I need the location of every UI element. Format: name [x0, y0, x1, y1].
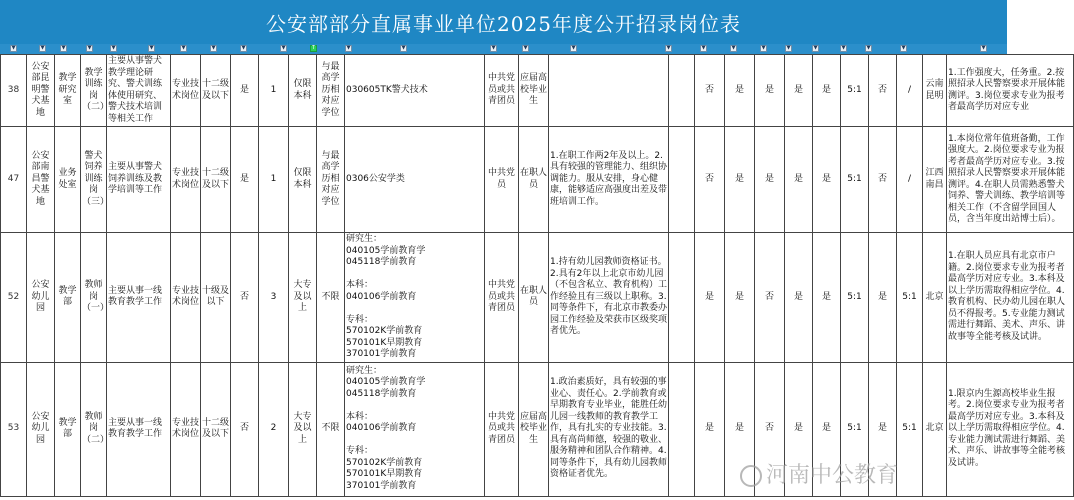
filter-dropdown-button[interactable]: ▼ [813, 45, 818, 51]
cell-source[interactable]: 在职人员 [519, 233, 549, 363]
cell-c20[interactable]: 是 [785, 233, 813, 363]
major-line: 040106学前教育 [346, 423, 417, 434]
filter-dropdown-button[interactable]: ▼ [40, 45, 45, 51]
cell-category[interactable]: 专业技术岗位 [171, 55, 201, 127]
watermark-logo-icon [740, 465, 762, 487]
major-line [346, 269, 483, 281]
cell-dept[interactable]: 教学部 [55, 233, 81, 363]
filter-dropdown-button[interactable]: ▼ [523, 45, 528, 51]
major-line: 专科： [346, 314, 374, 325]
cell-c17[interactable]: 是 [695, 362, 725, 496]
filter-dropdown-button[interactable]: ▼ [901, 45, 906, 51]
filter-dropdown-button[interactable]: ▼ [61, 45, 66, 51]
cell-unit[interactable]: 公安部昆明警犬基地 [27, 55, 55, 127]
cell-c8[interactable]: 是 [231, 55, 259, 127]
cell-source[interactable]: 应届高校毕业生 [519, 362, 549, 496]
cell-note[interactable]: 1.限京内生源高校毕业生报考。2.岗位要求专业为报考者最高学历对应专业。3.本科及以上学历需取得相应学位。4.专业能力测试需进行舞蹈、美术、声乐、讲故事等全能考核及试讲。 [947, 362, 1074, 496]
cell-politics[interactable]: 中共党员或共青团员 [485, 55, 519, 127]
major-line: 040105学前教育学 [346, 245, 426, 256]
cell-c23[interactable]: 否 [869, 127, 897, 233]
cell-c17[interactable]: 否 [695, 55, 725, 127]
cell-degree[interactable]: 不限 [317, 362, 345, 496]
cell-dept[interactable]: 教学研究室 [55, 55, 81, 127]
major-line: 040106学前教育 [346, 291, 417, 302]
cell-place[interactable]: 云南昆明 [923, 55, 947, 127]
major-line: 370101学前教育 [346, 480, 417, 491]
cell-c8[interactable]: 否 [231, 362, 259, 496]
cell-c18[interactable]: 是 [725, 362, 755, 496]
major-line [346, 400, 483, 412]
cell-note[interactable]: 1.本岗位常年值班备勤，工作强度大。2.岗位要求专业为报考者最高学历对应专业。3.按照招录人民警察要求开展体能测评。4.在职人员需熟悉警犬饲养、警犬训练、教学培训等相关工作（不含留学回国人员，含当年度出站博士后）。 [947, 127, 1074, 233]
cell-level[interactable]: 十级及以下 [201, 233, 231, 363]
cell-c19[interactable]: 是 [755, 55, 785, 127]
cell-dept[interactable]: 业务处室 [55, 127, 81, 233]
sheet-title: 公安部部分直属事业单位2025年度公开招录岗位表 [0, 0, 1007, 44]
cell-edu[interactable]: 大专及以上 [289, 233, 317, 363]
cell-post[interactable]: 教师岗（一） [81, 233, 107, 363]
major-line: 研究生： [346, 365, 383, 376]
cell-source[interactable]: 应届高校毕业生 [519, 55, 549, 127]
major-line: 045118学前教育 [346, 257, 417, 267]
major-line [346, 435, 483, 447]
cell-major[interactable] [345, 233, 485, 363]
filter-dropdown-button[interactable]: ▼ [666, 45, 671, 51]
cell-unit[interactable]: 公安幼儿园 [27, 233, 55, 363]
cell-no[interactable]: 52 [1, 233, 27, 363]
major-line: 570102K学前教育 [346, 326, 423, 336]
cell-count[interactable]: 1 [259, 55, 289, 127]
major-line: 本科： [346, 280, 374, 290]
cell-c19[interactable]: 是 [755, 127, 785, 233]
cell-note[interactable]: 1.工作强度大，任务重。2.按照招录人民警察要求开展体能测评。3.岗位要求专业为报考者最高学历对应专业 [947, 55, 1074, 127]
cell-politics[interactable]: 中共党员 [485, 127, 519, 233]
cell-c16[interactable] [669, 127, 695, 233]
cell-count[interactable]: 1 [259, 127, 289, 233]
cell-c24[interactable]: / [897, 127, 923, 233]
cell-c23[interactable]: 否 [869, 55, 897, 127]
filter-dropdown-button[interactable]: ▼ [211, 45, 216, 51]
cell-c16[interactable] [669, 233, 695, 363]
cell-c21[interactable]: 是 [813, 55, 841, 127]
cell-other[interactable]: 1.持有幼儿园教师资格证书。2.具有2年以上北京市幼儿园（不包含私立、教育机构）工作经验且有三级以上职称。3.同等条件下，有北京市教委办园工作经验及荣获市区级奖项者优先。 [549, 233, 669, 363]
filter-dropdown-button[interactable]: ▼ [87, 45, 92, 51]
cell-c21[interactable]: 是 [813, 233, 841, 363]
cell-place[interactable]: 江西南昌 [923, 127, 947, 233]
cell-category[interactable]: 专业技术岗位 [171, 233, 201, 363]
filter-dropdown-button[interactable]: ▼ [149, 45, 154, 51]
cell-c19[interactable]: 否 [755, 362, 785, 496]
cell-duty[interactable]: 主要从事警犬饲养训练及教学培训等工作 [107, 127, 171, 233]
major-line: 本科： [346, 411, 374, 422]
filter-dropdown-button[interactable]: ▼ [346, 45, 351, 51]
cell-ratio[interactable]: 5:1 [841, 127, 869, 233]
cell-c17[interactable]: 是 [695, 233, 725, 363]
major-line: 040105学前教育学 [346, 377, 426, 388]
filter-button-active[interactable]: T [311, 45, 316, 51]
cell-degree[interactable]: 不限 [317, 233, 345, 363]
cell-other[interactable] [549, 55, 669, 127]
cell-major[interactable] [345, 362, 485, 496]
cell-c23[interactable]: 是 [869, 233, 897, 363]
cell-c18[interactable]: 是 [725, 55, 755, 127]
cell-duty[interactable]: 主要从事一线教育教学工作 [107, 362, 171, 496]
filter-dropdown-button[interactable]: ▼ [241, 45, 246, 51]
cell-duty[interactable]: 主要从事一线教育教学工作 [107, 233, 171, 363]
cell-level[interactable]: 十二级及以下 [201, 362, 231, 496]
major-line: 370101学前教育 [346, 349, 417, 359]
cell-count[interactable]: 3 [259, 233, 289, 363]
cell-politics[interactable]: 中共党员或共青团员 [485, 233, 519, 363]
cell-other[interactable]: 1.在职工作两2年及以上。2.具有较强的管理能力、组织协调能力。服从安排，身心健康，能够适应高强度出差及带班培训工作。 [549, 127, 669, 233]
cell-source[interactable]: 在职人员 [519, 127, 549, 233]
cell-category[interactable]: 专业技术岗位 [171, 362, 201, 496]
cell-unit[interactable]: 公安部南昌警犬基地 [27, 127, 55, 233]
filter-dropdown-button[interactable]: ▼ [571, 45, 576, 51]
cell-c16[interactable] [669, 362, 695, 496]
filter-dropdown-button[interactable]: ▼ [491, 45, 496, 51]
cell-ratio[interactable]: 5:1 [841, 55, 869, 127]
cell-no[interactable]: 38 [1, 55, 27, 127]
cell-c8[interactable]: 是 [231, 127, 259, 233]
major-line: 研究生： [346, 234, 383, 244]
major-line: 045118学前教育 [346, 388, 417, 399]
cell-edu[interactable]: 仅限本科 [289, 127, 317, 233]
cell-c8[interactable]: 否 [231, 233, 259, 363]
cell-c24[interactable]: 5:1 [897, 233, 923, 363]
table-row [1, 362, 1074, 496]
cell-c20[interactable]: 是 [785, 127, 813, 233]
major-line [346, 303, 483, 315]
cell-no[interactable]: 47 [1, 127, 27, 233]
cell-level[interactable]: 十二级及以下 [201, 55, 231, 127]
cell-post[interactable]: 教学训练岗（二） [81, 55, 107, 127]
cell-post[interactable]: 警犬饲养训练岗（三） [81, 127, 107, 233]
cell-edu[interactable]: 仅限本科 [289, 55, 317, 127]
cell-unit[interactable]: 公安幼儿园 [27, 362, 55, 496]
filter-dropdown-button[interactable]: ▼ [111, 45, 116, 51]
cell-c18[interactable]: 是 [725, 127, 755, 233]
filter-dropdown-button[interactable]: ▼ [401, 45, 406, 51]
major-line: 570102K学前教育 [346, 457, 423, 468]
filter-dropdown-button[interactable]: ▼ [786, 45, 791, 51]
cell-c24[interactable]: 5:1 [897, 362, 923, 496]
cell-major[interactable]: 030605TK警犬技术 [345, 55, 485, 127]
major-line: 570101K早期教育 [346, 337, 423, 348]
cell-no[interactable]: 53 [1, 362, 27, 496]
cell-degree[interactable]: 与最高学历相对应学位 [317, 127, 345, 233]
cell-place[interactable]: 北京 [923, 362, 947, 496]
cell-c16[interactable] [669, 55, 695, 127]
watermark: 河南中公教育 [740, 458, 898, 489]
cell-post[interactable]: 教师岗（二） [81, 362, 107, 496]
cell-c24[interactable]: / [897, 55, 923, 127]
cell-ratio[interactable]: 5:1 [841, 362, 869, 496]
cell-dept[interactable]: 教学部 [55, 362, 81, 496]
cell-politics[interactable]: 中共党员或共青团员 [485, 362, 519, 496]
cell-other[interactable]: 1.政治素质好，具有较强的事业心、责任心。2.学前教育或早期教育专业毕业，能胜任幼儿园一线教师的教育教学工作，具有扎实的专业技能。3.具有高尚师德，较强的敬业、服务精神和团队合作精神。4.同等条件下，具有幼儿园教师资格证者优先。 [549, 362, 669, 496]
major-line: 专科： [346, 446, 374, 457]
recruitment-table [0, 54, 1074, 497]
cell-c20[interactable]: 是 [785, 55, 813, 127]
table-row [1, 55, 1074, 127]
filter-dropdown-button[interactable]: ▼ [981, 45, 986, 51]
cell-c21[interactable]: 是 [813, 127, 841, 233]
table-row [1, 233, 1074, 363]
cell-c18[interactable]: 是 [725, 233, 755, 363]
cell-degree[interactable]: 与最高学历相对应学位 [317, 55, 345, 127]
cell-major[interactable]: 0306公安学类 [345, 127, 485, 233]
cell-c20[interactable]: 是 [785, 362, 813, 496]
cell-c17[interactable]: 否 [695, 127, 725, 233]
cell-edu[interactable]: 大专及以上 [289, 362, 317, 496]
filter-dropdown-button[interactable]: ▼ [701, 45, 706, 51]
filter-dropdown-button[interactable]: ▼ [866, 45, 871, 51]
cell-ratio[interactable]: 5:1 [841, 233, 869, 363]
major-line: 570101K早期教育 [346, 469, 423, 480]
filter-row [0, 44, 1007, 54]
filter-dropdown-button[interactable]: ▼ [841, 45, 846, 51]
table-row [1, 127, 1074, 233]
filter-dropdown-button[interactable]: ▼ [731, 45, 736, 51]
filter-dropdown-button[interactable]: ▼ [761, 45, 766, 51]
filter-dropdown-button[interactable]: ▼ [11, 45, 16, 51]
cell-duty[interactable]: 主要从事警犬教学理论研究、警犬训练体使用研究、警犬技术培训等相关工作 [107, 55, 171, 127]
cell-c23[interactable]: 是 [869, 362, 897, 496]
cell-level[interactable]: 十二级及以下 [201, 127, 231, 233]
cell-place[interactable]: 北京 [923, 233, 947, 363]
cell-category[interactable]: 专业技术岗位 [171, 127, 201, 233]
filter-dropdown-button[interactable]: ▼ [181, 45, 186, 51]
cell-c19[interactable]: 否 [755, 233, 785, 363]
cell-c21[interactable]: 是 [813, 362, 841, 496]
cell-note[interactable]: 1.在职人员应具有北京市户籍。2.岗位要求专业为报考者最高学历对应专业。3.本科及以上学历需取得相应学位。4.教育机构、民办幼儿园在职人员不得报考。5.专业能力测试需进行舞蹈、美术、声乐、讲故事等全能考核及试讲。 [947, 233, 1074, 363]
filter-dropdown-button[interactable]: ▼ [281, 45, 286, 51]
cell-count[interactable]: 2 [259, 362, 289, 496]
